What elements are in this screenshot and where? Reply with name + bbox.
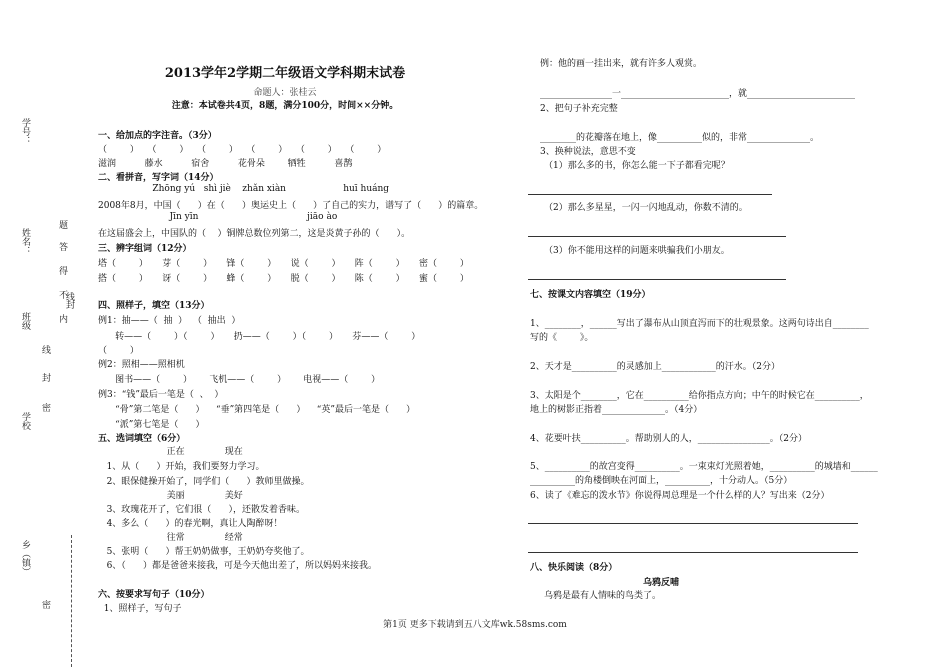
- question-text: “派”第七笔是（ ）: [98, 420, 205, 430]
- answer-line: [528, 236, 786, 237]
- question-text: （ ）: [98, 346, 139, 356]
- question-text: 2008年8月，中国（ ）在（ ）奥运史上（ ）了自己的实力，谱写了（ ）的篇章。: [98, 201, 484, 211]
- question-text: 4、多么（ ）的春光啊，真让人陶醉呀！: [98, 519, 283, 529]
- section-heading: 三、辨字组词（12分）: [98, 244, 192, 254]
- question-text: 2、把句子补充完整: [540, 104, 618, 114]
- page-footer: 第1页 更多下载请到五八文库wk.58sms.com: [383, 620, 567, 630]
- answer-line: [528, 552, 858, 553]
- answer-line: [528, 194, 772, 195]
- question-text: ________________一________________________，就________________________: [540, 89, 856, 99]
- answer-line: [528, 279, 786, 280]
- section-heading: 七、按课文内容填空（19分）: [530, 290, 651, 300]
- margin-name-label: 姓名：: [20, 228, 30, 255]
- question-text: 转——（ ）（ ） 扔——（ ）（ ） 芬——（ ）: [98, 332, 421, 342]
- margin-seal-char: 线: [40, 345, 50, 354]
- word-choice: 美丽 美好: [98, 491, 243, 501]
- margin-seal-char: 不: [57, 290, 67, 299]
- question-text: 写的《 》。: [530, 333, 594, 343]
- margin-seal-char: 封: [40, 373, 50, 382]
- question-text: 6、（ ）都是爸爸来接我，可是今天他出差了，所以妈妈来接我。: [98, 561, 377, 571]
- exam-note: 注意：本试卷共4页，8题，满分100分，时间××分钟。: [171, 101, 399, 111]
- question-text: 1、照样子，写句子: [98, 604, 182, 614]
- question-text: ________的花瓣落在地上，像__________似的，非常______________。: [540, 133, 820, 143]
- example-text: 例1：抽——（ 抽 ） （ 抽出 ）: [98, 316, 241, 326]
- question-text: “骨”第二笔是（ ） “垂”第四笔是（ ） “英”最后一笔是（ ）: [98, 405, 416, 415]
- char-row: 搭（ ） 讶（ ） 蜂（ ） 脱（ ） 陈（ ） 蜜（ ）: [98, 274, 469, 284]
- question-text: 图书——（ ） 飞机——（ ） 电视——（ ）: [98, 375, 381, 385]
- question-text: 5、__________的故宫变得__________。一束束灯光照着她，__________的城墙和______: [530, 462, 878, 472]
- question-text: （1）那么多的书，你怎么能一下子都看完呢？: [544, 161, 730, 171]
- section-heading: 一、给加点的字注音。（3分）: [98, 131, 217, 141]
- seal-dashed-line: [71, 535, 72, 667]
- word-choice: 往常 经常: [98, 533, 243, 543]
- example-text: 例3：“钱”最后一笔是（ 、 ）: [98, 390, 224, 400]
- exam-title: 2013学年2学期二年级语文学科期末试卷: [164, 66, 406, 81]
- char-row: 塔（ ） 芽（ ） 锋（ ） 说（ ） 阵（ ） 密（ ）: [98, 259, 469, 269]
- question-text: 1、从（ ）开始，我们要努力学习。: [98, 462, 265, 472]
- question-text: 1、________，______写出了瀑布从山顶直泻而下的壮观景象。这两句诗出自________: [530, 319, 869, 329]
- reading-title: 乌鸦反哺: [643, 578, 680, 588]
- question-text: （2）那么多星星，一闪一闪地乱动，你数不清的。: [544, 203, 748, 213]
- margin-class-label: 班级: [20, 312, 30, 330]
- question-text: 2、天才是__________的灵感加上____________的汗水。（2分）: [530, 362, 780, 372]
- margin-seal-char: 得: [57, 266, 67, 275]
- margin-town-label: 乡（镇）: [20, 540, 30, 576]
- question-text: 5、张明（ ）帮王奶奶做事，王奶奶夸奖他了。: [98, 547, 310, 557]
- section-heading: 五、选词填空（6分）: [98, 434, 186, 444]
- question-text: 在这届盛会上，中国队的（ ）铜牌总数位列第二，这是炎黄子孙的（ ）。: [98, 229, 411, 239]
- section-heading: 六、按要求写句子（10分）: [98, 590, 210, 600]
- example-text: 例2：照相——照相机: [98, 360, 185, 370]
- reading-text: 乌鸦是最有人情味的鸟类了。: [544, 591, 662, 601]
- margin-seal-char: 封: [64, 300, 74, 309]
- answer-blanks: （ ） （ ） （ ） （ ） （ ） （ ）: [98, 145, 387, 155]
- margin-seal-char: 内: [57, 314, 67, 323]
- section-heading: 二、看拼音，写字词（14分）: [98, 173, 219, 183]
- section-heading: 八、快乐阅读（8分）: [530, 563, 618, 573]
- question-text: 地上的树影正指着______________。（4分）: [530, 405, 703, 415]
- margin-school-label: 学校: [20, 412, 30, 430]
- example-text: 例：他的画一挂出来，就有许多人观赏。: [540, 59, 703, 69]
- margin-seal-char: 线: [64, 292, 74, 301]
- question-text: （3）你不能用这样的问题来哄骗我们小朋友。: [544, 246, 730, 256]
- pinyin-row: Zhōng yú shì jiè zhǎn xiàn huī huáng: [98, 184, 390, 194]
- pinyin-row: Jīn yīn jiāo ào: [98, 212, 338, 222]
- question-text: __________的角楼倒映在河面上，__________，十分动人。（5分）: [530, 476, 793, 486]
- margin-seal-char: 密: [40, 403, 50, 412]
- word-choice: 正在 现在: [98, 447, 243, 457]
- question-text: 3、太阳是个________，它在__________给你指点方向；中午的时候它在__________，: [530, 391, 869, 401]
- question-text: 3、玫瑰花开了，它们很（ ），还散发着香味。: [98, 505, 305, 515]
- margin-seal-char: 题: [57, 220, 67, 229]
- question-text: 4、花要叶扶__________。帮助别人的人，________________。（2分）: [530, 434, 807, 444]
- exam-author: 命题人：张桂云: [253, 88, 317, 98]
- margin-student-number-label: 学号：: [20, 118, 30, 145]
- answer-line: [528, 523, 858, 524]
- margin-seal-char: 密: [40, 600, 50, 609]
- question-text: 6、读了《难忘的泼水节》你说得周总理是一个什么样的人？写出来（2分）: [530, 491, 830, 501]
- word-row: 滋润 藤水 宿舍 花骨朵 牺牲 喜鹊: [98, 159, 353, 169]
- question-text: 2、眼保健操开始了，同学们（ ）教师里做操。: [98, 477, 310, 487]
- binding-margin: [0, 0, 95, 671]
- margin-seal-char: 答: [57, 242, 67, 251]
- section-heading: 四、照样子，填空（13分）: [98, 301, 210, 311]
- question-text: 3、换种说法，意思不变: [540, 147, 636, 157]
